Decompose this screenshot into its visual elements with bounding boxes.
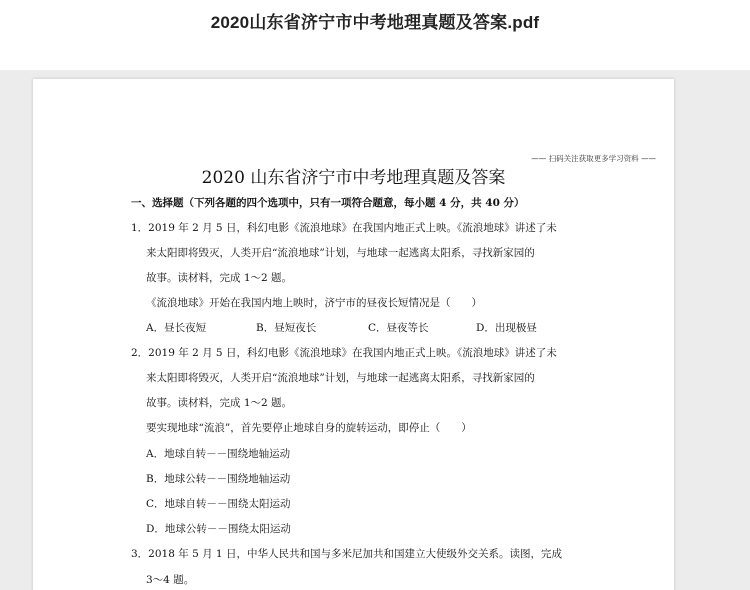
q3-line-1: 3．2018 年 5 月 1 日，中华人民共和国与多米尼加共和国建立大使级外交关系。读图，完成	[131, 548, 562, 560]
document-title: 2020 山东省济宁市中考地理真题及答案	[201, 168, 506, 188]
viewer-title-bar	[0, 0, 750, 70]
pdf-page[interactable]	[33, 79, 674, 590]
q1-line-1: 1．2019 年 2 月 5 日，科幻电影《流浪地球》在我国内地正式上映。《流浪地球》讲述了未	[131, 222, 557, 234]
file-title: 2020山东省济宁市中考地理真题及答案.pdf	[210, 13, 540, 32]
q2-stem: 要实现地球“流浪”，首先要停止地球自身的旋转运动，即停止（ ）	[146, 422, 472, 434]
q1-option-d: D．出现极昼	[476, 322, 537, 334]
q2-option-d: D．地球公转－－围绕太阳运动	[146, 523, 291, 535]
q1-line-3: 故事。读材料，完成 1～2 题。	[146, 272, 293, 284]
section-heading: 一、选择题（下列各题的四个选项中，只有一项符合题意，每小题 4 分，共 40 分）	[131, 197, 525, 209]
q2-option-b: B．地球公转－－围绕地轴运动	[146, 473, 291, 485]
q1-option-c: C．昼夜等长	[368, 322, 429, 334]
watermark-text: —— 扫码关注获取更多学习资料 ——	[531, 154, 656, 163]
q1-option-a: A．昼长夜短	[146, 322, 207, 334]
q2-line-3: 故事。读材料，完成 1～2 题。	[146, 397, 293, 409]
q1-option-b: B．昼短夜长	[256, 322, 317, 334]
q2-option-c: C．地球自转－－围绕太阳运动	[146, 498, 291, 510]
q2-option-a: A．地球自转－－围绕地轴运动	[146, 448, 291, 460]
q1-line-2: 来太阳即将毁灭，人类开启“流浪地球”计划，与地球一起逃离太阳系，寻找新家园的	[146, 247, 535, 259]
q3-line-2: 3～4 题。	[146, 574, 195, 586]
q2-line-1: 2．2019 年 2 月 5 日，科幻电影《流浪地球》在我国内地正式上映。《流浪地球》讲述了未	[131, 347, 557, 359]
q2-line-2: 来太阳即将毁灭，人类开启“流浪地球”计划，与地球一起逃离太阳系，寻找新家园的	[146, 372, 535, 384]
q1-stem: 《流浪地球》开始在我国内地上映时，济宁市的昼夜长短情况是（ ）	[146, 297, 482, 309]
